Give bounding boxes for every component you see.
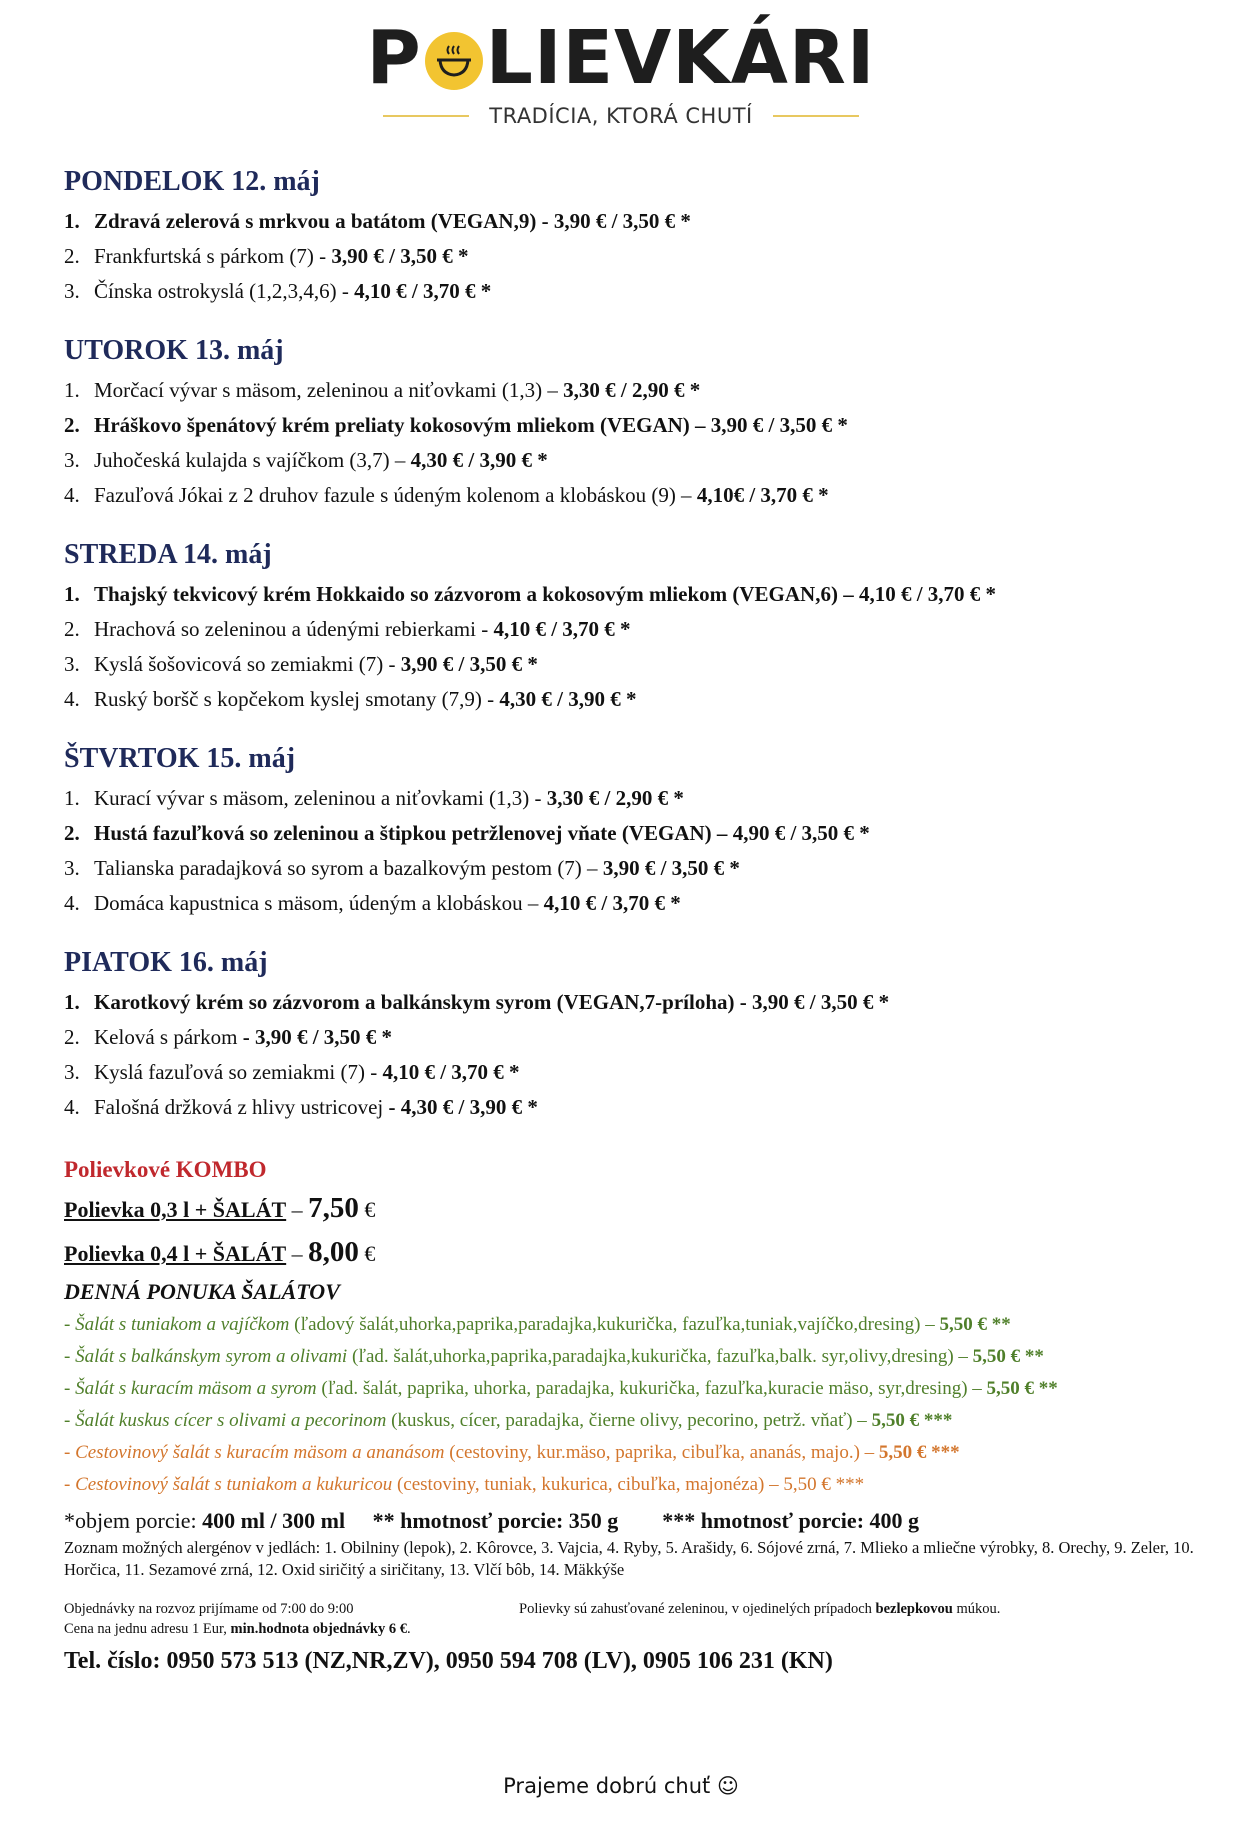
soup-number: 4. xyxy=(64,891,80,915)
soup-name: Kurací vývar s mäsom, zeleninou a niťovkami (1,3) - xyxy=(94,786,547,810)
soup-price: 3,90 € / 3,50 € * xyxy=(331,244,469,268)
soup-price: 4,10 € / 3,70 € * xyxy=(858,582,997,606)
soup-price: 4,90 € / 3,50 € * xyxy=(732,821,870,845)
day-block xyxy=(64,741,1214,921)
soup-number: 3. xyxy=(64,448,80,472)
soup-item xyxy=(64,647,1214,682)
salad-price: 5,50 € ** xyxy=(986,1378,1058,1399)
soup-item xyxy=(64,682,1214,717)
soup-name: Kelová s párkom xyxy=(94,1025,243,1049)
allergen-list: Zoznam možných alergénov v jedlách: 1. Obilniny (lepok), 2. Kôrovce, 3. Vajcia, 4. Ryby, 5. Arašidy, 6. Sójové zrná, 7. Mlieko a mliečne výrobky, 8. Orechy, 9. Zeler, 10. Horčica, 11. Sezamové zrná, 12. Oxid siričitý a siričitany, 13. Vlčí bôb, 14. Mäkkýše xyxy=(64,1538,1194,1579)
thickening-text: Polievky sú zahusťované zeleninou, v ojedinelých prípadoch xyxy=(519,1601,876,1617)
soup-price: 3,90 € / 3,50 € * xyxy=(710,413,848,437)
kombo-row xyxy=(64,1187,1214,1231)
kombo-title: Polievkové KOMBO xyxy=(64,1157,267,1182)
tagline-divider-right xyxy=(773,115,859,117)
soup-item xyxy=(64,851,1214,886)
soup-price: 4,30 € / 3,90 € * xyxy=(499,687,637,711)
salad-list xyxy=(64,1309,1214,1501)
soup-number: 1. xyxy=(64,786,80,810)
soup-item xyxy=(64,1055,1214,1090)
kombo-price: 7,50 xyxy=(308,1192,359,1224)
soup-item xyxy=(64,239,1214,274)
day-block xyxy=(64,164,1214,309)
soup-item xyxy=(64,781,1214,816)
soup-item xyxy=(64,886,1214,921)
tagline-row xyxy=(0,104,1242,128)
soup-name: Falošná držková z hlivy ustricovej xyxy=(94,1095,389,1119)
soup-name: Hráškovo špenátový krém preliaty kokosovým mliekom (VEGAN) – xyxy=(94,413,711,437)
logo-letter-p: P xyxy=(366,15,422,101)
soup-number: 4. xyxy=(64,1095,80,1119)
soup-price: 4,10 € / 3,70 € * xyxy=(493,617,631,641)
thickening-note xyxy=(519,1599,1000,1619)
soup-item xyxy=(64,577,1214,612)
thickening-end: múkou. xyxy=(952,1601,1001,1617)
footer-info xyxy=(64,1599,1214,1639)
soup-price: - 4,30 € / 3,90 € * xyxy=(388,1095,538,1119)
day-title: STREDA 14. máj xyxy=(64,539,272,570)
kombo-dash: – xyxy=(286,1197,309,1222)
day-block xyxy=(64,945,1214,1125)
soup-name: Frankfurtská s párkom (7) - xyxy=(94,244,332,268)
kombo-row xyxy=(64,1231,1214,1275)
salad-name: - Šalát s tuniakom a vajíčkom xyxy=(64,1314,290,1335)
portion-3-value: : 400 g xyxy=(856,1508,920,1533)
tagline-divider-left xyxy=(383,115,469,117)
phone-numbers: Tel. číslo: 0950 573 513 (NZ,NR,ZV), 0950 594 708 (LV), 0905 106 231 (KN) xyxy=(64,1648,833,1674)
kombo-currency: € xyxy=(358,1197,376,1222)
soup-price: 3,90 € / 3,50 € * xyxy=(752,990,890,1014)
soup-price: 3,90 € / 3,50 € * xyxy=(553,209,691,233)
day-block xyxy=(64,537,1214,717)
salad-item xyxy=(64,1341,1214,1373)
salad-ingredients: (ľadový šalát,uhorka,paprika,paradajka,kukurička, fazuľka,tuniak,vajíčko,dresing) – xyxy=(289,1314,940,1335)
soup-price: 3,30 € / 2,90 € * xyxy=(546,786,684,810)
salad-name: - Šalát s balkánskym syrom a olivami xyxy=(64,1346,348,1367)
salad-ingredients: (cestoviny, tuniak, kukurica, cibuľka, majonéza) – 5,50 € *** xyxy=(392,1474,865,1495)
soup-number: 2. xyxy=(64,617,80,641)
soup-number: 1. xyxy=(64,378,80,402)
tagline: TRADÍCIA, KTORÁ CHUTÍ xyxy=(489,104,753,128)
soup-name: Zdravá zelerová s mrkvou a batátom (VEGAN,9) - xyxy=(94,209,554,233)
min-order: min.hodnota objednávky 6 € xyxy=(230,1621,407,1637)
soup-number: 1. xyxy=(64,990,80,1014)
salad-price: 5,50 € ** xyxy=(939,1314,1011,1335)
kombo-currency: € xyxy=(358,1241,376,1266)
soup-item xyxy=(64,274,1214,309)
soup-name: Hustá fazuľková so zeleninou a štipkou petržlenovej vňate (VEGAN) – xyxy=(94,821,733,845)
delivery-price: Cena na jednu adresu 1 Eur, xyxy=(64,1621,231,1637)
soup-number: 4. xyxy=(64,687,80,711)
soup-number: 1. xyxy=(64,582,80,606)
soup-item xyxy=(64,478,1214,513)
order-hours: Objednávky na rozvoz prijímame od 7:00 do 9:00 xyxy=(64,1601,354,1617)
day-title: PIATOK 16. máj xyxy=(64,947,268,978)
day-title: PONDELOK 12. máj xyxy=(64,166,320,197)
salad-price: 5,50 € *** xyxy=(878,1442,960,1463)
soup-item xyxy=(64,373,1214,408)
salad-ingredients: (kuskus, cícer, paradajka, čierne olivy, pecorino, petrž. vňať) – xyxy=(386,1410,872,1431)
soup-item xyxy=(64,816,1214,851)
portion-info xyxy=(64,1505,1214,1537)
soup-item xyxy=(64,443,1214,478)
soup-bowl-icon xyxy=(423,27,485,89)
soup-name: Ruský boršč s kopčekom kyslej smotany (7,9) - xyxy=(94,687,500,711)
soup-price: 4,30 € / 3,90 € * xyxy=(410,448,548,472)
soup-number: 2. xyxy=(64,413,80,437)
salad-item xyxy=(64,1309,1214,1341)
soup-name: Kyslá šošovicová so zemiakmi (7) - xyxy=(94,652,401,676)
gluten-free-word: bezlepkovou xyxy=(875,1601,953,1617)
closing-wish: Prajeme dobrú chuť ☺ xyxy=(503,1774,739,1798)
soup-name: Fazuľová Jókai z 2 druhov fazule s údeným kolenom a klobáskou (9) – xyxy=(94,483,697,507)
soup-price: 4,10€ / 3,70 € * xyxy=(696,483,829,507)
day-title: ŠTVRTOK 15. máj xyxy=(64,743,296,774)
soup-number: 2. xyxy=(64,821,80,845)
portion-3-label: *** hmotnosť porcie xyxy=(662,1508,857,1533)
salad-name: - Šalát s kuracím mäsom a syrom xyxy=(64,1378,317,1399)
soup-price: - 3,90 € / 3,50 € * xyxy=(242,1025,393,1049)
soup-price: 3,30 € / 2,90 € * xyxy=(563,378,701,402)
soup-name: Čínska ostrokyslá (1,2,3,4,6) - xyxy=(94,279,355,303)
menu-content xyxy=(64,164,1214,1679)
soup-item xyxy=(64,612,1214,647)
kombo-price: 8,00 xyxy=(308,1236,359,1268)
portion-1-label: *objem porcie: xyxy=(64,1508,203,1533)
soup-item xyxy=(64,204,1214,239)
soup-number: 2. xyxy=(64,1025,80,1049)
soup-number: 2. xyxy=(64,244,80,268)
salad-price: 5,50 € ** xyxy=(972,1346,1044,1367)
soup-price: 4,10 € / 3,70 € * xyxy=(543,891,681,915)
soup-name: Talianska paradajková so syrom a bazalkovým pestom (7) – xyxy=(94,856,603,880)
logo-letters: LIEVKÁRI xyxy=(485,15,876,101)
soup-name: Thajský tekvicový krém Hokkaido so zázvorom a kokosovým mliekom (VEGAN,6) – xyxy=(94,582,859,606)
salad-name: - Cestovinový šalát s tuniakom a kukuricou xyxy=(64,1474,393,1495)
portion-1-value: 400 ml / 300 ml xyxy=(202,1508,346,1533)
weekly-menu xyxy=(64,164,1214,1125)
soup-number: 3. xyxy=(64,279,80,303)
salad-item xyxy=(64,1373,1214,1405)
salad-item xyxy=(64,1437,1214,1469)
soup-item xyxy=(64,408,1214,443)
kombo-label: Polievka 0,3 l + ŠALÁT xyxy=(64,1197,287,1222)
soup-item xyxy=(64,1090,1214,1125)
soup-number: 3. xyxy=(64,856,80,880)
soup-number: 4. xyxy=(64,483,80,507)
soup-number: 1. xyxy=(64,209,80,233)
salad-name: - Šalát kuskus cícer s olivami a pecorinom xyxy=(64,1410,387,1431)
delivery-info xyxy=(64,1619,1214,1639)
soup-name: Juhočeská kulajda s vajíčkom (3,7) – xyxy=(94,448,411,472)
delivery-end: . xyxy=(407,1621,411,1637)
salad-price: 5,50 € *** xyxy=(871,1410,953,1431)
salad-ingredients: (cestoviny, kur.mäso, paprika, cibuľka, ananás, majo.) – xyxy=(444,1442,879,1463)
salad-item xyxy=(64,1469,1214,1501)
salad-ingredients: (ľad. šalát,uhorka,paprika,paradajka,kukurička, fazuľka,balk. syr,olivy,dresing) – xyxy=(347,1346,973,1367)
portion-2-label: ** hmotnosť porcie: xyxy=(372,1508,569,1533)
salad-name: - Cestovinový šalát s kuracím mäsom a ananásom xyxy=(64,1442,445,1463)
kombo-dash: – xyxy=(286,1241,309,1266)
soup-name: Morčací vývar s mäsom, zeleninou a niťovkami (1,3) – xyxy=(94,378,564,402)
day-block xyxy=(64,333,1214,513)
soup-name: Hrachová so zeleninou a údenými rebierkami - xyxy=(94,617,494,641)
soup-item xyxy=(64,985,1214,1020)
portion-2-value: 350 g xyxy=(568,1508,619,1533)
salads-title: DENNÁ PONUKA ŠALÁTOV xyxy=(64,1279,340,1304)
soup-name: Karotkový krém so zázvorom a balkánskym syrom (VEGAN,7-príloha) - xyxy=(94,990,752,1014)
soup-price: 3,90 € / 3,50 € * xyxy=(400,652,538,676)
kombo-label: Polievka 0,4 l + ŠALÁT xyxy=(64,1241,287,1266)
soup-price: 3,90 € / 3,50 € * xyxy=(602,856,740,880)
soup-name: Domáca kapustnica s mäsom, údeným a klobáskou – xyxy=(94,891,544,915)
soup-number: 3. xyxy=(64,1060,80,1084)
salad-item xyxy=(64,1405,1214,1437)
soup-item xyxy=(64,1020,1214,1055)
day-title: UTOROK 13. máj xyxy=(64,335,284,366)
soup-number: 3. xyxy=(64,652,80,676)
logo-wordmark xyxy=(366,15,876,101)
salad-ingredients: (ľad. šalát, paprika, uhorka, paradajka, kukurička, fazuľka,kuracie mäso, syr,dresing) – xyxy=(316,1378,987,1399)
soup-price: 4,10 € / 3,70 € * xyxy=(354,279,492,303)
soup-name: Kyslá fazuľová so zemiakmi (7) - xyxy=(94,1060,383,1084)
brand-logo xyxy=(0,15,1242,128)
soup-price: 4,10 € / 3,70 € * xyxy=(382,1060,520,1084)
